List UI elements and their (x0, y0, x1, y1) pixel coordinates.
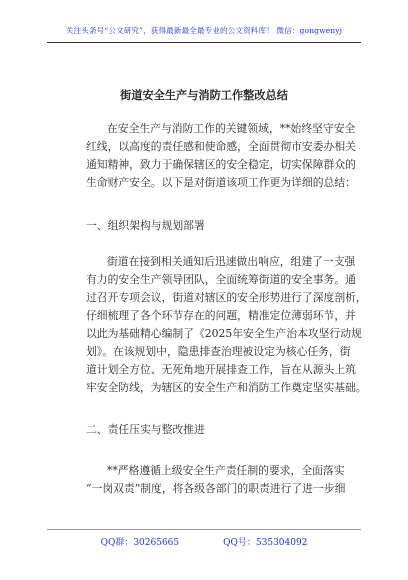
section1-paragraph (86, 253, 367, 397)
section2-paragraph (86, 462, 346, 498)
footer-qq-group: QQ群：30265665 (100, 538, 180, 548)
paragraph-line: **严格遵循上级安全生产责任制的要求，全面落实 (107, 464, 345, 477)
section-heading-2: 二、责任压实与整改推进 (86, 423, 205, 436)
footer-divider (47, 529, 361, 530)
paragraph-line: “一岗双责”制度，将各级各部门的职责进行了进一步细 (86, 482, 346, 495)
document-title: 街道安全生产与消防工作整改总结 (120, 88, 288, 102)
paragraph-line: 划》。在该规划中，隐患排查治理被设定为核心任务，街 (86, 345, 351, 358)
paragraph-line: 在安全生产与消防工作的关键领域，**始终坚守安全 (107, 122, 356, 135)
header-banner: 关注头条号“公文研究”，获得最新最全最专业的公文资料库！ 微信：gongwenyj (65, 26, 343, 35)
footer-contact (0, 535, 408, 548)
paragraph-line: 红线，以高度的责任感和使命感，全面贯彻市安委办相关 (86, 140, 356, 153)
paragraph-line: 有力的安全生产领导团队，全面统筹街道的安全事务。通 (86, 273, 356, 286)
paragraph-line: 通知精神，致力于确保辖区的安全稳定，切实保障群众的 (86, 158, 356, 171)
intro-paragraph (86, 120, 356, 192)
section-heading-1: 一、组织架构与规划部署 (86, 219, 205, 232)
paragraph-line: 牢安全防线，为辖区的安全生产和消防工作奠定坚实基础。 (86, 381, 367, 394)
header-divider (47, 42, 361, 43)
footer-qq-number: QQ号：535304092 (223, 538, 308, 548)
paragraph-line: 以此为基础精心编制了《2025年安全生产治本攻坚行动规 (86, 327, 362, 340)
paragraph-line: 生命财产安全。以下是对街道该项工作更为详细的总结： (86, 176, 356, 189)
paragraph-line: 道计划全方位、无死角地开展排查工作，旨在从源头上筑 (86, 363, 356, 376)
paragraph-line: 过召开专项会议，街道对辖区的安全形势进行了深度剖析， (86, 291, 367, 304)
paragraph-line: 街道在接到相关通知后迅速做出响应，组建了一支强 (107, 255, 356, 268)
paragraph-line: 仔细梳理了各个环节存在的问题，精准定位薄弱环节，并 (86, 309, 356, 322)
